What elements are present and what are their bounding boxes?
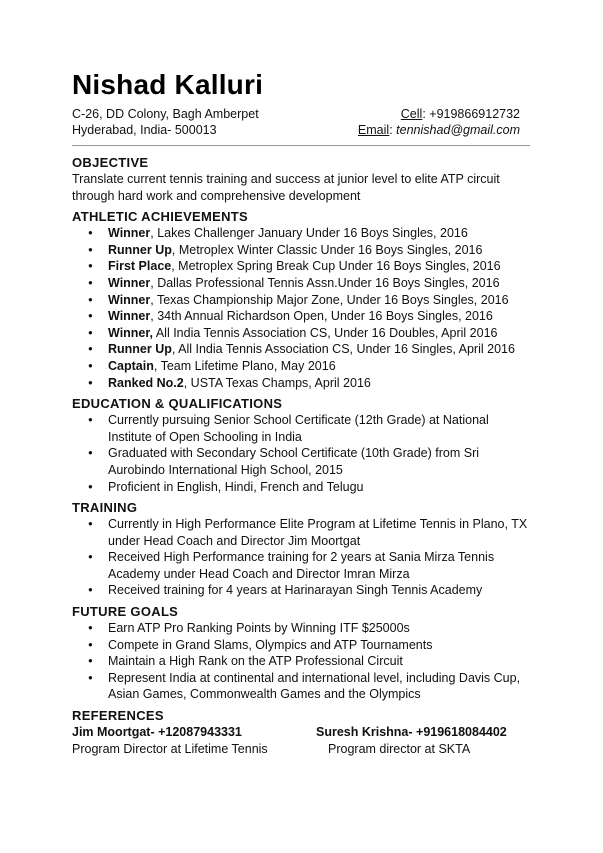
list-item: ● Earn ATP Pro Ranking Points by Winning ITF $25000s [72, 620, 532, 637]
list-item: ● Represent India at continental and international level, including Davis Cup, Asian Games, Commonwealth Games and the Olympics [72, 670, 532, 703]
reference-name: Suresh Krishna- +919618084402 [316, 725, 507, 740]
address-line-1: C-26, DD Colony, Bagh Amberpet [72, 107, 259, 121]
reference-name: Jim Moortgat- +12087943331 [72, 725, 242, 740]
education-list [72, 412, 532, 495]
training-list [72, 516, 532, 599]
list-item [72, 225, 532, 242]
achievement-detail: , USTA Texas Champs, April 2016 [183, 375, 371, 390]
achievement-title: Runner Up [108, 342, 172, 357]
training-heading: TRAINING [72, 500, 138, 516]
list-item [72, 358, 532, 375]
contact-row-2 [72, 122, 520, 138]
education-section [72, 395, 532, 495]
achievement-detail: , All India Tennis Association CS, Under 16 Singles, April 2016 [171, 342, 515, 357]
list-item [72, 258, 532, 275]
list-item: ● Proficient in English, Hindi, French and Telugu [72, 479, 532, 496]
achievement-title: Captain [108, 358, 154, 373]
athletic-heading: ATHLETIC ACHIEVEMENTS [72, 209, 249, 225]
reference-role: Program director at SKTA [328, 741, 471, 756]
achievement-title: First Place [108, 259, 172, 274]
list-item [72, 292, 532, 309]
list-item: ● Maintain a High Rank on the ATP Professional Circuit [72, 653, 532, 670]
achievement-detail: All India Tennis Association CS, Under 16 Doubles, April 2016 [153, 325, 498, 340]
email-contact [358, 122, 520, 138]
list-item: ● Graduated with Secondary School Certificate (10th Grade) from Sri Aurobindo International High School, 2015 [72, 445, 532, 478]
list-item: ● Currently in High Performance Elite Program at Lifetime Tennis in Plano, TX under Head Coach and Director Jim Moortgat [72, 516, 532, 549]
email-separator: : [389, 123, 397, 137]
resume-body [72, 154, 532, 761]
achievement-title: Winner, [108, 325, 154, 340]
list-item: ● Received High Performance training for 2 years at Sania Mirza Tennis Academy under Head Coach and Director Imran Mirza [72, 549, 532, 582]
training-section [72, 499, 532, 599]
objective-text: Translate current tennis training and success at junior level to elite ATP circuit through hard work and comprehensive development [72, 172, 500, 203]
cell-label: Cell [400, 107, 423, 121]
education-heading: EDUCATION & QUALIFICATIONS [72, 396, 283, 412]
goals-section [72, 603, 532, 703]
list-item [72, 275, 532, 292]
achievement-title: Winner [108, 292, 151, 307]
candidate-name: Nishad Kalluri [72, 69, 264, 100]
objective-heading: OBJECTIVE [72, 155, 149, 170]
list-item: ● Compete in Grand Slams, Olympics and ATP Tournaments [72, 637, 532, 654]
achievement-detail: , Team Lifetime Plano, May 2016 [153, 358, 336, 373]
achievement-detail: , 34th Annual Richardson Open, Under 16 Boys Singles, 2016 [150, 309, 493, 324]
achievement-detail: , Lakes Challenger January Under 16 Boys Singles, 2016 [150, 226, 468, 241]
reference-role: Program Director at Lifetime Tennis [72, 741, 268, 756]
list-item [72, 308, 532, 325]
list-item [72, 242, 532, 259]
contact-block [72, 106, 520, 138]
email-label: Email [357, 123, 390, 137]
reference-1 [72, 724, 316, 757]
achievement-title: Runner Up [108, 242, 172, 257]
references-grid [72, 724, 532, 757]
list-item: ● Currently pursuing Senior School Certificate (12th Grade) at National Institute of Open Schooling in India [72, 412, 532, 445]
goals-list [72, 620, 532, 703]
contact-row-1 [72, 106, 520, 122]
achievement-title: Ranked No.2 [108, 375, 184, 390]
list-item [72, 375, 532, 392]
achievement-detail: , Texas Championship Major Zone, Under 16 Boys Singles, 2016 [150, 292, 509, 307]
reference-2 [316, 724, 507, 757]
address-line-2: Hyderabad, India- 500013 [72, 123, 217, 137]
list-item: ● Received training for 4 years at Harinarayan Singh Tennis Academy [72, 582, 532, 599]
list-item [72, 341, 532, 358]
achievement-detail: , Dallas Professional Tennis Assn.Under 16 Boys Singles, 2016 [150, 275, 500, 290]
objective-section [72, 154, 532, 204]
header-divider [72, 145, 530, 146]
athletic-list [72, 225, 532, 391]
goals-heading: FUTURE GOALS [72, 604, 179, 620]
list-item [72, 325, 532, 342]
achievement-title: Winner [108, 226, 151, 241]
cell-contact [401, 106, 520, 122]
references-section [72, 707, 532, 757]
achievement-detail: , Metroplex Spring Break Cup Under 16 Boys Singles, 2016 [171, 259, 501, 274]
cell-value: : +919866912732 [422, 107, 520, 121]
achievement-detail: , Metroplex Winter Classic Under 16 Boys Singles, 2016 [171, 242, 483, 257]
references-heading: REFERENCES [72, 708, 164, 724]
athletic-section [72, 208, 532, 391]
achievement-title: Winner [108, 309, 151, 324]
email-value[interactable]: tennishad@gmail.com [396, 123, 520, 137]
achievement-title: Winner [108, 275, 151, 290]
